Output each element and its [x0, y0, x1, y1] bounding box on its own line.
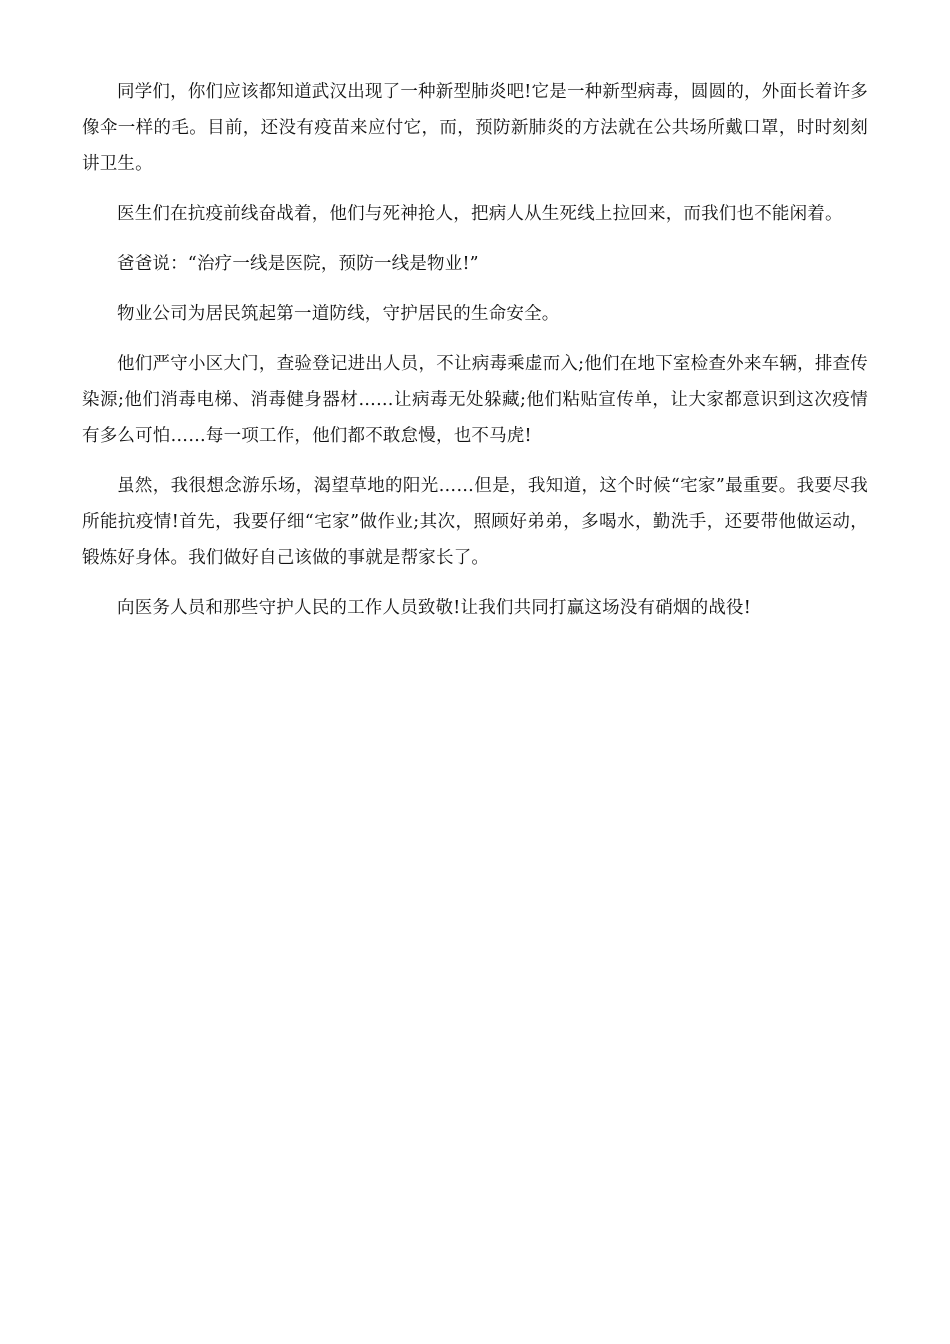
paragraph-6: 虽然，我很想念游乐场，渴望草地的阳光……但是，我知道，这个时候“宅家”最重要。我要尽我所能抗疫情!首先，我要仔细“宅家”做作业;其次，照顾好弟弟，多喝水，勤洗手，还要带他做运动，锻炼好身体。我们做好自己该做的事就是帮家长了。 — [82, 476, 868, 568]
paragraph-7: 向医务人员和那些守护人民的工作人员致敬!让我们共同打赢这场没有硝烟的战役! — [117, 598, 751, 618]
paragraph-5: 他们严守小区大门，查验登记进出人员，不让病毒乘虚而入;他们在地下室检查外来车辆，排查传染源;他们消毒电梯、消毒健身器材……让病毒无处躲藏;他们粘贴宣传单，让大家都意识到这次疫情有多么可怕……每一项工作，他们都不敢怠慢，也不马虎! — [82, 354, 868, 446]
paragraph-2: 医生们在抗疫前线奋战着，他们与死神抢人，把病人从生死线上拉回来，而我们也不能闲着。 — [117, 204, 843, 224]
paragraph-1: 同学们，你们应该都知道武汉出现了一种新型肺炎吧!它是一种新型病毒，圆圆的，外面长着许多像伞一样的毛。目前，还没有疫苗来应付它，而，预防新肺炎的方法就在公共场所戴口罩，时时刻刻讲卫生。 — [82, 82, 868, 174]
document-body — [82, 74, 868, 640]
paragraph-4: 物业公司为居民筑起第一道防线，守护居民的生命安全。 — [117, 304, 560, 324]
paragraph-3: 爸爸说：“治疗一线是医院，预防一线是物业!” — [117, 254, 479, 274]
